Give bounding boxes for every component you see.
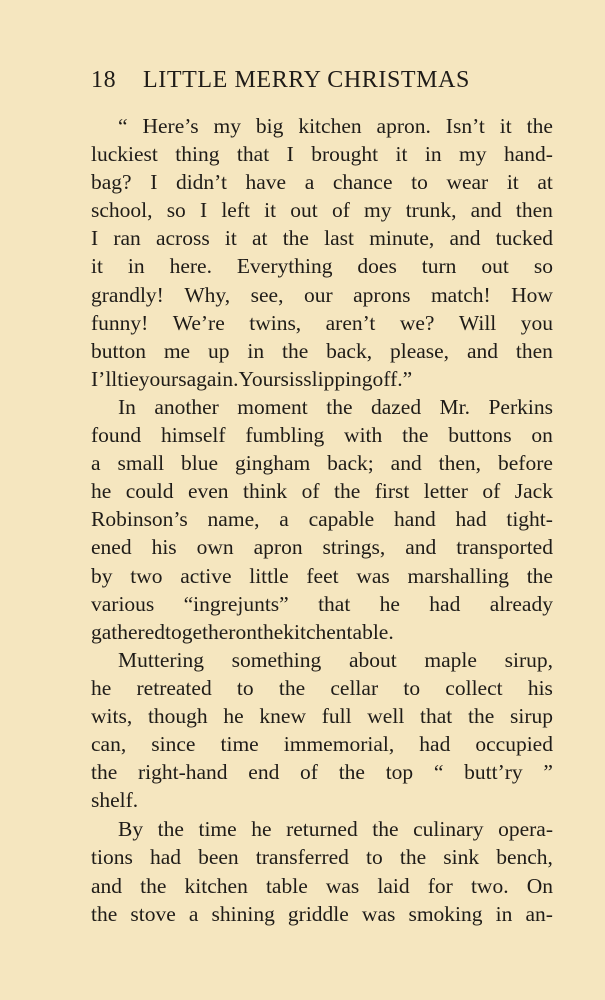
text-word: it [506,170,519,195]
text-word: ” [543,760,553,785]
text-word: kitchen [184,873,248,898]
text-line [91,252,553,280]
text-word: school, [91,198,153,223]
text-word: see, [250,282,284,307]
text-word: a [304,170,315,195]
text-word: is [288,366,304,391]
text-word: though [147,703,208,728]
text-line [91,449,553,477]
text-word: he [251,817,272,842]
text-word: the [468,703,495,728]
text-word: capable [308,507,375,532]
text-word: across [155,226,210,251]
text-word: shining [211,901,275,926]
text-word: then [515,198,553,223]
text-word: end [248,760,280,785]
text-word: it [224,226,237,251]
text-word: the [282,226,309,251]
text-word: returned [286,817,358,842]
text-word: to [411,170,428,195]
text-word: feet [306,563,339,588]
text-word: the [526,563,553,588]
text-word: own [196,535,234,560]
text-word: ran [113,226,141,251]
text-word: Yours [238,366,289,391]
text-word: transported [456,535,553,560]
text-word: minute, [369,226,435,251]
text-word: didn’t [175,170,227,195]
text-word: even [187,479,229,504]
text-word: strings, [322,535,386,560]
text-word: together [165,619,236,644]
text-word: back, [326,338,373,363]
text-word: How [511,282,553,307]
text-word: my [364,198,392,223]
text-word: marshalling [407,563,509,588]
text-word: button [91,338,146,363]
text-word: been [198,845,239,870]
text-word: maple [424,647,477,672]
text-word: back; [327,451,374,476]
text-word: the [91,901,118,926]
text-word: was [325,873,360,898]
text-word: and [390,451,422,476]
text-word: the [399,845,427,870]
text-word: Will [458,310,497,335]
text-word: the [372,817,399,842]
text-word: out [290,198,318,223]
text-word: On [526,873,553,898]
text-line [91,365,553,393]
text-word: We’re [172,310,225,335]
text-line [91,281,553,309]
text-word: active [180,563,232,588]
text-word: Robinson’s [91,507,188,532]
text-word: at [252,226,268,251]
text-word: occupied [475,732,553,757]
text-word: tucked [495,226,553,251]
text-word: had [429,591,461,616]
text-word: little [249,563,289,588]
text-word: retreated [136,675,212,700]
text-word: Mr. [439,394,471,419]
text-line [91,140,553,168]
text-line [91,562,553,590]
text-word: the [326,394,353,419]
text-line [91,477,553,505]
text-word: to [236,675,254,700]
text-line [91,618,553,646]
text-word: was [361,901,396,926]
text-word: can, [91,732,127,757]
text-word: could [125,479,174,504]
text-word: time [198,817,237,842]
text-word: it [499,114,512,138]
text-word: think [242,479,288,504]
text-word: small [117,451,165,476]
text-word: I [150,170,158,195]
text-word: last [324,226,355,251]
text-word: top [385,760,414,785]
text-word: aren’t [325,310,376,335]
text-line [91,730,553,758]
text-line [91,112,553,140]
text-word: on [531,423,553,448]
text-line [91,815,553,843]
text-word: in [247,338,265,363]
text-word: with [344,423,383,448]
text-word: letter [423,479,468,504]
text-word: our [303,282,333,307]
text-word: chance [332,170,393,195]
text-word: so [166,198,186,223]
text-word: and [470,198,502,223]
text-word: again. [186,366,239,391]
text-word: already [489,591,553,616]
text-word: shelf. [91,788,139,813]
text-word: out [481,254,509,279]
text-word: about [348,647,397,672]
text-line [91,646,553,674]
text-word: gingham [234,451,311,476]
text-word: right-hand [138,760,228,785]
text-word: table [265,873,308,898]
text-word: opera- [498,817,553,842]
text-word: grandly! [91,282,164,307]
text-word: the [333,479,361,504]
text-word: full [321,703,352,728]
text-line [91,590,553,618]
text-word: that [236,142,270,167]
text-word: that [318,591,351,616]
text-word: laid [377,873,410,898]
text-word: was [356,563,390,588]
text-word: the [91,760,118,785]
text-word: and [449,226,481,251]
text-word: two [130,563,163,588]
text-word: something [231,647,322,672]
text-word: blue [181,451,219,476]
text-word: to [403,675,421,700]
text-word: kitchen [283,619,347,644]
text-word: luckiest [91,142,158,167]
text-word: apron [253,535,303,560]
text-word: since [151,732,196,757]
text-word: the [338,760,365,785]
text-word: and [405,535,437,560]
text-line [91,196,553,224]
text-word: the [157,817,184,842]
text-word: tie [117,366,139,391]
text-word: himself [161,423,226,448]
text-word: at [537,170,553,195]
running-title: LITTLE MERRY CHRISTMAS [143,67,470,93]
text-word: apron. [376,114,431,138]
text-word: of [301,479,320,504]
text-word: thing [175,142,220,167]
text-word: the [140,873,167,898]
text-word: kitchen [298,114,362,138]
text-word: yours [138,366,187,391]
text-word: brought [311,142,379,167]
text-word: collect [445,675,503,700]
text-word: have [245,170,287,195]
text-word: Isn’t [445,114,485,138]
text-word: you [520,310,553,335]
text-word: Why, [184,282,231,307]
text-word: had [419,732,451,757]
text-word: he [91,675,112,700]
text-word: for [427,873,453,898]
text-word: my [213,114,241,138]
text-word: culinary [413,817,484,842]
text-word: Here’s [142,114,199,138]
text-word: in [495,901,513,926]
text-word: match! [430,282,491,307]
text-word: and [466,338,498,363]
text-word: we? [399,310,435,335]
text-word: an- [525,901,553,926]
text-word: another [154,394,219,419]
page-number: 18 [91,67,117,93]
text-word: me [163,338,191,363]
text-word: Muttering [118,647,204,672]
text-word: a [188,901,199,926]
text-word: table. [346,619,394,644]
text-word: in [127,254,145,279]
text-word: immemorial, [283,732,395,757]
text-word: I [199,198,208,223]
text-word: found [91,423,142,448]
text-word: the [281,338,309,363]
text-word: he [91,479,112,504]
text-word: the [256,619,284,644]
text-word: please, [389,338,450,363]
text-word: the [402,423,429,448]
text-line [91,224,553,252]
text-word: sirup, [504,647,553,672]
text-word: of [331,198,350,223]
running-header [91,62,553,98]
text-word: funny! [91,310,149,335]
text-word: twins, [249,310,302,335]
text-word: butt’ry [464,760,523,785]
text-word: he [223,703,244,728]
text-word: In [118,394,136,419]
text-word: then [515,338,553,363]
text-word: tight- [506,507,553,532]
text-word: the [526,114,553,138]
text-word: knew [259,703,306,728]
text-word: it [91,254,103,279]
text-word: trunk, [405,198,457,223]
text-word: dazed [370,394,422,419]
text-word: smoking [408,901,483,926]
text-line [91,702,553,730]
text-word: it [395,142,408,167]
text-word: of [300,760,318,785]
text-word: so [533,254,553,279]
text-word: first [374,479,410,504]
text-word: fumbling [245,423,325,448]
text-word: time [220,732,259,757]
text-word: before [498,451,553,476]
text-word: in [424,142,442,167]
text-word: buttons [448,423,512,448]
text-word: gathered [91,619,166,644]
text-word: Everything [236,254,333,279]
text-word: off.” [372,366,413,391]
text-word: his [527,675,553,700]
text-line [91,168,553,196]
text-word: cellar [330,675,379,700]
text-word: griddle [287,901,349,926]
text-word: had [455,507,487,532]
text-word: a [91,451,101,476]
text-word: transferred [255,845,349,870]
text-word: wear [446,170,489,195]
text-word: bench, [496,845,553,870]
text-word: wits, [91,703,133,728]
text-word: “ [433,760,444,785]
text-word: a [279,507,289,532]
text-line [91,758,553,786]
text-word: by [91,563,113,588]
text-word: big [255,114,284,138]
text-word: various [91,591,155,616]
text-word: to [366,845,383,870]
text-word: name, [207,507,260,532]
text-word: I [286,142,294,167]
text-line [91,393,553,421]
text-word: then, [438,451,482,476]
page-text [91,112,553,928]
text-word: left [221,198,250,223]
text-word: turn [421,254,457,279]
text-word: By [118,817,144,842]
text-word: it [264,198,277,223]
text-word: ened [91,535,132,560]
text-word: “ingrejunts” [183,591,289,616]
text-word: up [207,338,230,363]
text-word: I’ll [91,366,118,391]
text-word: moment [237,394,308,419]
text-word: and [91,873,123,898]
text-line [91,674,553,702]
text-word: of [482,479,501,504]
text-word: here. [169,254,212,279]
text-word: my [459,142,487,167]
text-word: well [367,703,405,728]
text-line [91,421,553,449]
text-word: on [235,619,257,644]
text-line [91,900,553,928]
text-word: does [357,254,397,279]
text-word: his [151,535,177,560]
text-line [91,505,553,533]
text-line [91,533,553,561]
text-line [91,337,553,365]
text-word: Jack [514,479,553,504]
text-line [91,786,553,814]
text-word: two. [470,873,509,898]
text-word: hand- [503,142,553,167]
text-word: sink [443,845,480,870]
text-word: Perkins [488,394,553,419]
text-word: that [420,703,453,728]
text-line [91,872,553,900]
text-word: the [278,675,306,700]
text-word: bag? [91,170,132,195]
text-word: sirup [510,703,553,728]
text-word: had [149,845,181,870]
text-word: “ [118,114,128,138]
text-word: slipping [303,366,373,391]
text-word: aprons [353,282,411,307]
text-word: tions [91,845,133,870]
text-line [91,843,553,871]
text-word: hand [393,507,436,532]
text-word: stove [130,901,176,926]
text-line [91,309,553,337]
text-word: I [91,226,99,251]
text-word: he [379,591,400,616]
